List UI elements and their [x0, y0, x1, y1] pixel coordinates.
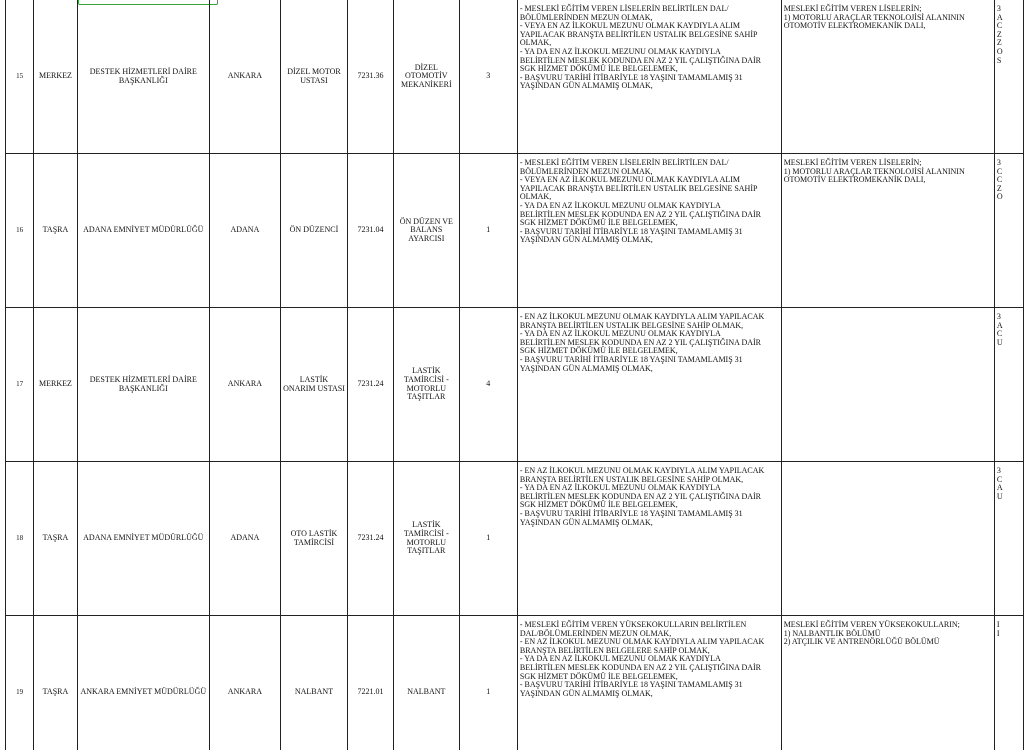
schools: [781, 308, 994, 462]
row-number: 19: [6, 616, 34, 750]
unit-name: ANKARA EMNİYET MÜDÜRLÜĞÜ: [77, 616, 209, 750]
table-row: [6, 0, 1024, 154]
city: ANKARA: [209, 308, 280, 462]
city: ADANA: [209, 154, 280, 308]
city: ADANA: [209, 462, 280, 616]
schools: MESLEKİ EĞİTİM VEREN LİSELERİN; 1) MOTORLU ARAÇLAR TEKNOLOJİSİ ALANININ OTOMOTİV ELEKTROMEKANİK DALI,: [781, 154, 994, 308]
position-title: NALBANT: [281, 616, 348, 750]
occupation-code: 7221.01: [347, 616, 393, 750]
org-type: TAŞRA: [34, 462, 78, 616]
extra-column: 3 C A U: [994, 462, 1023, 616]
extra-column: I I: [994, 616, 1023, 750]
position-title: OTO LASTİK TAMİRCİSİ: [281, 462, 348, 616]
extra-column: 3 A C U: [994, 308, 1023, 462]
branch: DİZEL OTOMOTİV MEKANİKERİ: [394, 0, 459, 154]
row-number: 18: [6, 462, 34, 616]
branch: LASTİK TAMİRCİSİ - MOTORLU TAŞITLAR: [394, 462, 459, 616]
unit-name: ADANA EMNİYET MÜDÜRLÜĞÜ: [77, 462, 209, 616]
position-count: 3: [459, 0, 517, 154]
table-row: [6, 154, 1024, 308]
city: ANKARA: [209, 0, 280, 154]
table-row: [6, 462, 1024, 616]
positions-table: [5, 0, 1024, 750]
extra-column: 3 A C Z Z O S: [994, 0, 1023, 154]
row-number: 17: [6, 308, 34, 462]
schools: [781, 462, 994, 616]
schools: MESLEKİ EĞİTİM VEREN YÜKSEKOKULLARIN; 1) NALBANTLIK BÖLÜMÜ 2) ATÇILIK VE ANTRENÖRLÜĞÜ BÖLÜMÜ: [781, 616, 994, 750]
row-number: 16: [6, 154, 34, 308]
org-type: TAŞRA: [34, 616, 78, 750]
requirements: - MESLEKİ EĞİTİM VEREN LİSELERİN BELİRTİLEN DAL/ BÖLÜMLERİNDEN MEZUN OLMAK, - VEYA EN AZ İLKOKUL MEZUNU OLMAK KAYDIYLA ALIM YAPILACAK BRANŞTA BELİRTİLEN USTALIK BELGESİNE SAHİP OLMAK, - YA DA EN AZ İLKOKUL MEZUNU OLMAK KAYDIYLA BELİRTİLEN MESLEK KODUNDA EN AZ 2 YIL ÇALIŞTIĞINA DAİR SGK HİZMET DÖKÜMÜ İLE BELGELEMEK, - BAŞVURU TARİHİ İTİBARİYLE 18 YAŞINI TAMAMLAMIŞ 31 YAŞINDAN GÜN ALMAMIŞ OLMAK,: [517, 154, 781, 308]
table-body: [6, 0, 1024, 750]
org-type: TAŞRA: [34, 154, 78, 308]
unit-name: DESTEK HİZMETLERİ DAİRE BAŞKANLIĞI: [77, 0, 209, 154]
city: ANKARA: [209, 616, 280, 750]
branch: ÖN DÜZEN VE BALANS AYARCISI: [394, 154, 459, 308]
position-title: ÖN DÜZENCİ: [281, 154, 348, 308]
unit-name: DESTEK HİZMETLERİ DAİRE BAŞKANLIĞI: [77, 308, 209, 462]
row-number: 15: [6, 0, 34, 154]
position-title: LASTİK ONARIM USTASI: [281, 308, 348, 462]
occupation-code: 7231.24: [347, 462, 393, 616]
position-count: 1: [459, 462, 517, 616]
org-type: MERKEZ: [34, 0, 78, 154]
extra-column: 3 C C Z O: [994, 154, 1023, 308]
table-row: [6, 308, 1024, 462]
position-title: DİZEL MOTOR USTASI: [281, 0, 348, 154]
occupation-code: 7231.24: [347, 308, 393, 462]
position-count: 1: [459, 154, 517, 308]
table-row: [6, 616, 1024, 750]
branch: LASTİK TAMİRCİSİ - MOTORLU TAŞITLAR: [394, 308, 459, 462]
requirements: - MESLEKİ EĞİTİM VEREN LİSELERİN BELİRTİLEN DAL/ BÖLÜMLERİNDEN MEZUN OLMAK, - VEYA EN AZ İLKOKUL MEZUNU OLMAK KAYDIYLA ALIM YAPILACAK BRANŞTA BELİRTİLEN USTALIK BELGESİNE SAHİP OLMAK, - YA DA EN AZ İLKOKUL MEZUNU OLMAK KAYDIYLA BELİRTİLEN MESLEK KODUNDA EN AZ 2 YIL ÇALIŞTIĞINA DAİR SGK HİZMET DÖKÜMÜ İLE BELGELEMEK, - BAŞVURU TARİHİ İTİBARİYLE 18 YAŞINI TAMAMLAMIŞ 31 YAŞINDAN GÜN ALMAMIŞ OLMAK,: [517, 0, 781, 154]
unit-name: ADANA EMNİYET MÜDÜRLÜĞÜ: [77, 154, 209, 308]
occupation-code: 7231.36: [347, 0, 393, 154]
occupation-code: 7231.04: [347, 154, 393, 308]
requirements: - EN AZ İLKOKUL MEZUNU OLMAK KAYDIYLA ALIM YAPILACAK BRANŞTA BELİRTİLEN USTALIK BELGESİNE SAHİP OLMAK, - YA DA EN AZ İLKOKUL MEZUNU OLMAK KAYDIYLA BELİRTİLEN MESLEK KODUNDA EN AZ 2 YIL ÇALIŞTIĞINA DAİR SGK HİZMET DÖKÜMÜ İLE BELGELEMEK, - BAŞVURU TARİHİ İTİBARİYLE 18 YAŞINI TAMAMLAMIŞ 31 YAŞINDAN GÜN ALMAMIŞ OLMAK,: [517, 462, 781, 616]
position-count: 1: [459, 616, 517, 750]
requirements: - MESLEKİ EĞİTİM VEREN YÜKSEKOKULLARIN BELİRTİLEN DAL/BÖLÜMLERİNDEN MEZUN OLMAK, - EN AZ İLKOKUL MEZUNU OLMAK KAYDIYLA ALIM YAPILACAK BRANŞTA BELİRTİLEN BELGELERE SAHİP OLMAK, - YA DA EN AZ İLKOKUL MEZUNU OLMAK KAYDIYLA BELİRTİLEN MESLEK KODUNDA EN AZ 2 YIL ÇALIŞTIĞINA DAİR SGK HİZMET DÖKÜMÜ İLE BELGELEMEK, - BAŞVURU TARİHİ İTİBARİYLE 18 YAŞINI TAMAMLAMIŞ 31 YAŞINDAN GÜN ALMAMIŞ OLMAK,: [517, 616, 781, 750]
position-count: 4: [459, 308, 517, 462]
requirements: - EN AZ İLKOKUL MEZUNU OLMAK KAYDIYLA ALIM YAPILACAK BRANŞTA BELİRTİLEN USTALIK BELGESİNE SAHİP OLMAK, - YA DA EN AZ İLKOKUL MEZUNU OLMAK KAYDIYLA BELİRTİLEN MESLEK KODUNDA EN AZ 2 YIL ÇALIŞTIĞINA DAİR SGK HİZMET DÖKÜMÜ İLE BELGELEMEK, - BAŞVURU TARİHİ İTİBARİYLE 18 YAŞINI TAMAMLAMIŞ 31 YAŞINDAN GÜN ALMAMIŞ OLMAK,: [517, 308, 781, 462]
org-type: MERKEZ: [34, 308, 78, 462]
branch: NALBANT: [394, 616, 459, 750]
schools: MESLEKİ EĞİTİM VEREN LİSELERİN; 1) MOTORLU ARAÇLAR TEKNOLOJİSİ ALANININ OTOMOTİV ELEKTROMEKANİK DALI,: [781, 0, 994, 154]
